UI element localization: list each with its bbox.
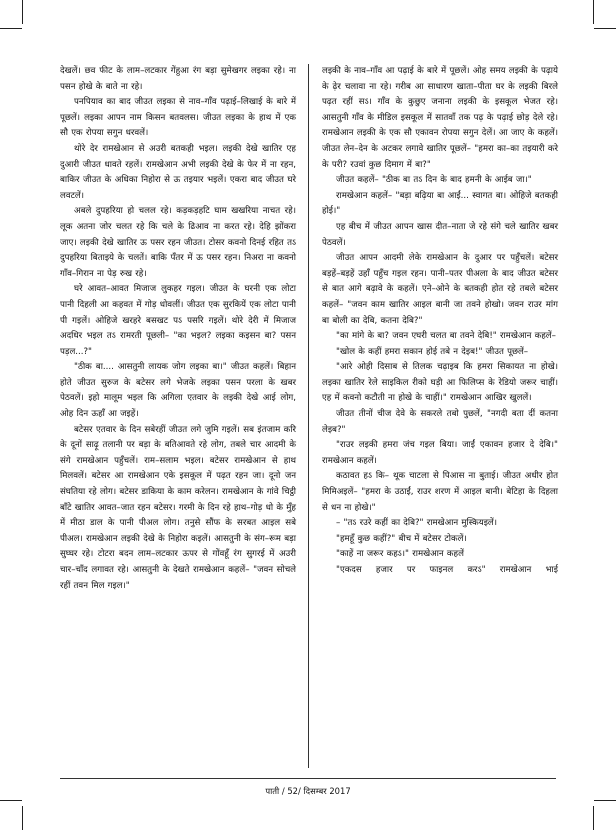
paragraph: पनपियाव का बाद जीउत लइका से नाव–गाँव पढ़ाई–लिखाई के बारे में पूछलें। लइका आपन नाम किसन बतवलस। जीउत लइका के हाथ में एक सौ एक रोपया सगुन धरवलें।: [60, 97, 296, 139]
paragraph: "हमहूँ कुछ कहीं?" बीच में बटेसर टोकलें।: [336, 533, 467, 544]
paragraph: "एकदस हजार पर फाइनल करऽ" रामखेआन भाई: [336, 565, 558, 575]
crop-mark-bottom-right-v: [593, 806, 594, 830]
paragraph: घरे आवत–आवत मिजाज लुकहर गइल। जीउत के घरनी एक लोटा पानी दिहली आ कहवत में गोड़ धोवलीं। जीउत एक सुरकियें एक लोटा पानी पी गइलें। ओहिजे खरहरे बसखट पऽ पसरि गइलें। थोरे देरी में मिजाज अदधिर भइल तऽ रामरती पूछली– "का भइल? लइका कइसन बा? पसन पड़ल...?": [60, 284, 296, 357]
page-footer: पाती / 52/ दिसम्बर 2017: [265, 786, 351, 796]
paragraph: रामखेआन कहलें– "बड़ा बढ़िया बा आईं... स्वागत बा। ओहिजे बतकही होई।": [322, 190, 558, 217]
right-column: [322, 64, 558, 768]
paragraph: बटेसर एतवार के दिन सबेरहीं जीउत लगे जुमि गइलें। सब इंतजाम करि के दूनों साढ़ू तलानी पर बड़ा के बतिआवते रहे लोग, तबले चार आदमी के संगे रामखेआन पहुँचलें। राम–सलाम भइल। बटेसर रामखेआन से हाथ मिलवलें। बटेसर आ रामखेआन एके इसकूल में पढ़त रहन जा। दूनो जन संघतिया रहे लोग। बटेसर डाकिया के काम करेलन। रामखेआन के गांवे चिट्ठी बाँटे खातिर आवत–जात रहन बटेसर। गरमी के दिन रहे हाथ–गोड़ धो के मुँह में मीठा डाल के पानी पीअल लोग। तनुसे सौंफ के सरबत आइल सबे पीअल। रामखेआन लइकी देखे के निहोरा कइलें। आसतुनी के संग–रूम बड़ा सुघ्घर रहे। टोटरा बदन लाम–लटकार ऊपर से गोंवहूँ रंग सुगरई में अउरी चार–चाँद लगावत रहे। आसतुनी के देखते रामखेआन कहलें– "जवन सोचले रहीं तवन मिल गइल।": [60, 424, 296, 591]
magazine-page: [60, 64, 558, 796]
paragraph: अबले दुपहरिया हो चलल रहे। कड़कड़हटि घाम खखरिया नाचत रहे। लूक अतना जोर चलत रहे कि चले के ढिआव ना करत रहे। देहि झोंकरा जाए। लइकी देखे खातिर ऊ पसर रहन जीउत। टोसर कवनो दिनई रहित तऽ दुपहरिया बिताइये के चलतें। बाकि पँतर में ऊ पसर रहन। निअरा ना कवनो गाँव–गिरान ना पेड़ रुख रहे।: [60, 206, 296, 279]
crop-mark-bottom-right-h: [594, 800, 616, 801]
paragraph: जीउत तीनों चीज देवे के सकरले तबो पुछलें, "नगदी बता दीं कतना लेइब?": [322, 409, 558, 435]
paragraph: एह बीच में जीउत आपन खास दीत–नाता जे रहे संगे चले खातिर खबर पेठवलें।: [322, 221, 558, 248]
footer-rule: [60, 778, 556, 779]
paragraph: – "तऽ रउरे कहीं का देबि?" रामखेआन मुस्कियइलें।: [336, 518, 498, 529]
crop-mark-top-right-v: [593, 0, 594, 24]
crop-mark-top-left-v: [22, 0, 23, 24]
crop-mark-bottom-left-v: [22, 806, 23, 830]
paragraph: "ठीक बा.... आसतुनी लायक जोग लइका बा।" जीउत कहलें। बिहान होते जीउत सुरुज के बटेसर लगे भेजके लइका पसन परला के खबर पेठवलें। इहो मालूम भइल कि अगिला एतवार के लइकी देखे आई लोग, ओह दिन ऊहाँ आ जइहें।: [60, 362, 296, 420]
paragraph: "का मांगे के बा? जवन एघरी चलत बा तवने देबि!" रामखेआन कहलें–: [336, 331, 556, 342]
paragraph: "काहें ना जरूर कहऽ।" रामखेआन कहलें: [336, 549, 464, 560]
paragraph: जीउत कहलें– "ठीक बा तऽ दिन के बाद हमनी के आईब जा।": [336, 175, 532, 186]
column-divider: [308, 64, 309, 768]
paragraph: जीउत आपन आदमी लेके रामखेआन के दुआर पर पहुँचलें। बटेसर बड़हें–बड़हें उहाँ पहुँच गइल रहन। पानी–पतर पीअला के बाद जीउत बटेसर से बात आगे बढ़ावे के कहलें। एने–ओने के बतकही होत रहे तबले बटेसर कहलें– "जवन काम खातिर आइल बानी जा तवने होखो। जवन राउर मांग बा बोली का देबि, कतना देबि?": [322, 253, 558, 326]
paragraph: कठावत हऽ कि– थूक चाटला से पिआस ना बुताई। जीउत अधीर होत मिमिअइलें– "हमरा के उठाईं, राउर शरण में आइल बानी। बेटिहा के दिहला से धन ना होखे।": [322, 471, 558, 513]
paragraph: "आरे ओही दिसाब से तिलक चढ़ाइब कि हमरा सिकायत ना होखे। लइका खातिर रेले साइकिल रीको घड़ी आ फिलिप्स के रेडियो जरूर चाहीं। एह में कवनो कटौती ना होखे के चाहीं।" रामखेआन आखिर खुललें।: [322, 362, 558, 404]
paragraph: "राउर लइकी हमरा जंच गइल बिया। जाईं एकावन हजार दे देबि।" रामखेआन कहलें।: [322, 440, 558, 466]
crop-mark-top-left-h: [0, 28, 22, 29]
paragraph: थोरे देर रामखेआन से अउरी बतकही भइल। लइकी देखे खातिर एह दुआरी जीउत धावते रहलें। रामखेआन अभी लइकी देखे के फेर में ना रहन, बाकिर जीउत के अधिका निहोरा से ऊ तइयार भइलें। एकरा बाद जीउत घरे लवटलें।: [60, 143, 296, 201]
crop-mark-top-right-h: [594, 28, 616, 29]
paragraph: लइकी के नाव–गाँव आ पढ़ाई के बारे में पूछलें। ओह समय लइकी के पढ़ाये के ढ़ेर चलावा ना रहे। गरीब आ साधारण खाता–पीता घर के लइकी बिरले पढ़त रहीं सऽ। गाँव के कुछुए जनाना लइकी के इसकूल भेजत रहे। आसतुनी गाँव के मीडिल इसकूल में सातवाँ तक पढ़ के पढ़ाई छोड़ देले रहे। रामखेआन लइकी के एक सौ एकावन रोपया सगुन देलें। आ जाए के कहलें। जीउत लेन–देन के अटकर लगावे खातिर पूछलें– "हमरा का–का तइयारी करे के परी? रउवां कुछ दिमाग में बा?": [322, 66, 558, 170]
crop-mark-bottom-left-h: [0, 800, 22, 801]
paragraph: "खोल के कहीं हमरा सकान होई तबे न देइब!" जीउत पूछलें–: [336, 346, 529, 357]
left-column: [60, 64, 296, 768]
paragraph: देखलें। छव फीट के लाम–लटकार गेंहुआ रंग बड़ा सुमेखगर लइका रहे। ना पसन होखे के बाते ना रहे।: [60, 66, 296, 92]
